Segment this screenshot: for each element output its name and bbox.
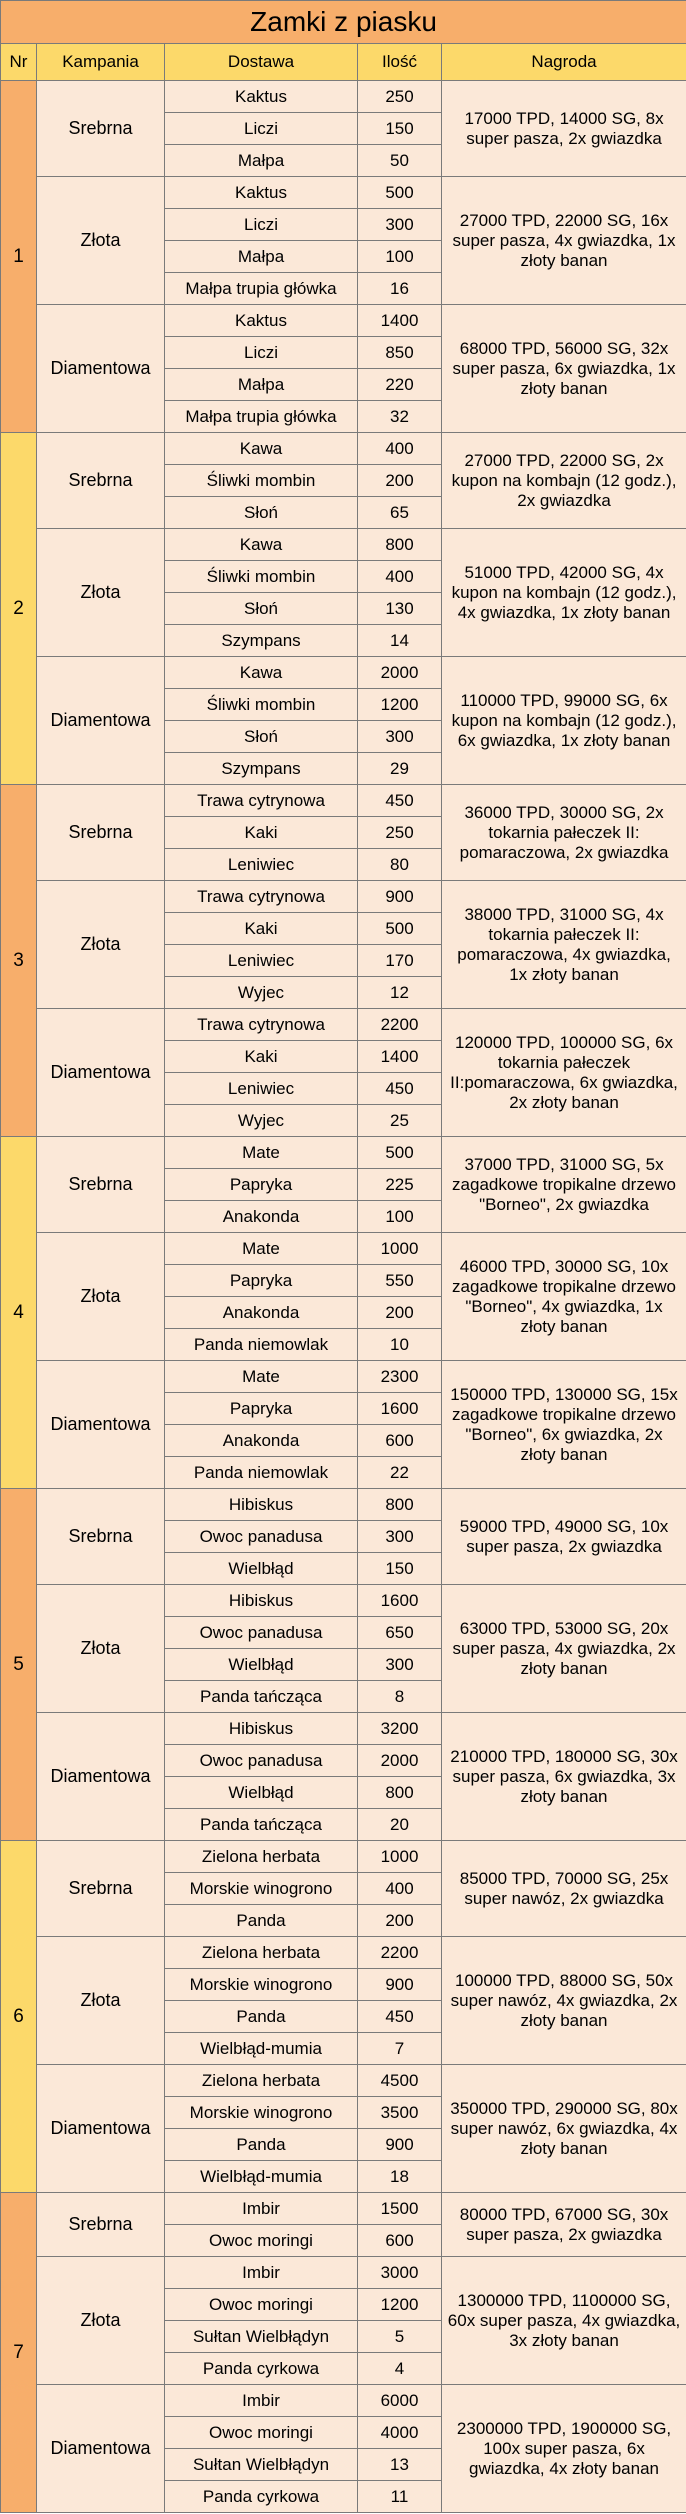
quantity-cell: 1500 xyxy=(358,2193,442,2225)
quantity-cell: 13 xyxy=(358,2449,442,2481)
table-row xyxy=(1,881,686,913)
campaign-cell: Srebrna xyxy=(37,2193,165,2257)
delivery-item-cell: Sułtan Wielbłądyn xyxy=(165,2449,358,2481)
quantity-cell: 25 xyxy=(358,1105,442,1137)
reward-cell: 150000 TPD, 130000 SG, 15x zagadkowe tropikalne drzewo "Borneo", 6x gwiazdka, 2x złoty banan xyxy=(442,1361,686,1489)
table-row xyxy=(1,657,686,689)
quantity-cell: 20 xyxy=(358,1809,442,1841)
delivery-item-cell: Owoc moringi xyxy=(165,2417,358,2449)
delivery-item-cell: Śliwki mombin xyxy=(165,689,358,721)
reward-cell: 27000 TPD, 22000 SG, 2x kupon na kombajn (12 godz.), 2x gwiazdka xyxy=(442,433,686,529)
quantity-cell: 1000 xyxy=(358,1233,442,1265)
delivery-item-cell: Owoc moringi xyxy=(165,2225,358,2257)
quantity-cell: 225 xyxy=(358,1169,442,1201)
delivery-item-cell: Panda cyrkowa xyxy=(165,2481,358,2513)
table-row xyxy=(1,81,686,113)
delivery-item-cell: Śliwki mombin xyxy=(165,561,358,593)
quantity-cell: 800 xyxy=(358,1777,442,1809)
delivery-item-cell: Słoń xyxy=(165,497,358,529)
campaign-cell: Diamentowa xyxy=(37,305,165,433)
delivery-item-cell: Kaktus xyxy=(165,81,358,113)
delivery-item-cell: Morskie winogrono xyxy=(165,2097,358,2129)
delivery-item-cell: Panda tańcząca xyxy=(165,1681,358,1713)
quantity-cell: 500 xyxy=(358,177,442,209)
campaign-cell: Złota xyxy=(37,881,165,1009)
delivery-item-cell: Śliwki mombin xyxy=(165,465,358,497)
quantity-cell: 650 xyxy=(358,1617,442,1649)
campaign-cell: Srebrna xyxy=(37,785,165,881)
table-row xyxy=(1,1233,686,1265)
table-row xyxy=(1,2065,686,2097)
delivery-item-cell: Kaki xyxy=(165,913,358,945)
delivery-item-cell: Liczi xyxy=(165,113,358,145)
quantity-cell: 2000 xyxy=(358,657,442,689)
table-row xyxy=(1,433,686,465)
quantity-cell: 300 xyxy=(358,209,442,241)
campaign-cell: Diamentowa xyxy=(37,2385,165,2513)
delivery-item-cell: Kawa xyxy=(165,433,358,465)
reward-cell: 120000 TPD, 100000 SG, 6x tokarnia pałeczek II:pomaraczowa, 6x gwiazdka, 2x złoty banan xyxy=(442,1009,686,1137)
table-row xyxy=(1,305,686,337)
campaign-cell: Złota xyxy=(37,1233,165,1361)
quantity-cell: 4500 xyxy=(358,2065,442,2097)
delivery-item-cell: Wielbłąd xyxy=(165,1553,358,1585)
group-number-cell: 1 xyxy=(1,81,37,433)
delivery-item-cell: Wielbłąd xyxy=(165,1777,358,1809)
reward-cell: 63000 TPD, 53000 SG, 20x super pasza, 4x gwiazdka, 2x złoty banan xyxy=(442,1585,686,1713)
reward-cell: 68000 TPD, 56000 SG, 32x super pasza, 6x gwiazdka, 1x złoty banan xyxy=(442,305,686,433)
quantity-cell: 400 xyxy=(358,561,442,593)
delivery-item-cell: Leniwiec xyxy=(165,1073,358,1105)
delivery-item-cell: Panda xyxy=(165,2129,358,2161)
quantity-cell: 800 xyxy=(358,1489,442,1521)
delivery-item-cell: Morskie winogrono xyxy=(165,1873,358,1905)
quantity-cell: 14 xyxy=(358,625,442,657)
quantity-cell: 80 xyxy=(358,849,442,881)
campaign-cell: Srebrna xyxy=(37,81,165,177)
quantity-cell: 170 xyxy=(358,945,442,977)
delivery-item-cell: Zielona herbata xyxy=(165,1841,358,1873)
quantity-cell: 200 xyxy=(358,1905,442,1937)
delivery-item-cell: Słoń xyxy=(165,721,358,753)
delivery-item-cell: Małpa xyxy=(165,241,358,273)
reward-cell: 100000 TPD, 88000 SG, 50x super nawóz, 4x gwiazdka, 2x złoty banan xyxy=(442,1937,686,2065)
delivery-item-cell: Imbir xyxy=(165,2385,358,2417)
delivery-item-cell: Panda niemowlak xyxy=(165,1457,358,1489)
delivery-item-cell: Kaktus xyxy=(165,305,358,337)
delivery-item-cell: Trawa cytrynowa xyxy=(165,1009,358,1041)
campaign-cell: Srebrna xyxy=(37,433,165,529)
delivery-item-cell: Imbir xyxy=(165,2257,358,2289)
delivery-item-cell: Hibiskus xyxy=(165,1585,358,1617)
delivery-item-cell: Hibiskus xyxy=(165,1713,358,1745)
quantity-cell: 250 xyxy=(358,81,442,113)
quantity-cell: 6000 xyxy=(358,2385,442,2417)
table-row xyxy=(1,2385,686,2417)
delivery-item-cell: Owoc panadusa xyxy=(165,1521,358,1553)
delivery-item-cell: Szympans xyxy=(165,753,358,785)
campaign-cell: Srebrna xyxy=(37,1489,165,1585)
quantity-cell: 500 xyxy=(358,913,442,945)
quantity-cell: 500 xyxy=(358,1137,442,1169)
quantity-cell: 450 xyxy=(358,1073,442,1105)
quantity-cell: 200 xyxy=(358,1297,442,1329)
delivery-item-cell: Owoc moringi xyxy=(165,2289,358,2321)
delivery-item-cell: Sułtan Wielbłądyn xyxy=(165,2321,358,2353)
reward-cell: 36000 TPD, 30000 SG, 2x tokarnia pałeczek II: pomaraczowa, 2x gwiazdka xyxy=(442,785,686,881)
quantity-cell: 2000 xyxy=(358,1745,442,1777)
delivery-item-cell: Papryka xyxy=(165,1393,358,1425)
delivery-item-cell: Panda tańcząca xyxy=(165,1809,358,1841)
quantity-cell: 1400 xyxy=(358,305,442,337)
table-row xyxy=(1,1361,686,1393)
quantity-cell: 2200 xyxy=(358,1937,442,1969)
quantity-cell: 900 xyxy=(358,2129,442,2161)
group-number-cell: 5 xyxy=(1,1489,37,1841)
quantity-cell: 400 xyxy=(358,433,442,465)
reward-cell: 59000 TPD, 49000 SG, 10x super pasza, 2x gwiazdka xyxy=(442,1489,686,1585)
quantity-cell: 150 xyxy=(358,113,442,145)
delivery-item-cell: Papryka xyxy=(165,1169,358,1201)
quantity-cell: 450 xyxy=(358,785,442,817)
quantity-cell: 11 xyxy=(358,2481,442,2513)
column-header-dostawa: Dostawa xyxy=(165,44,358,81)
delivery-item-cell: Kaktus xyxy=(165,177,358,209)
group-number-cell: 3 xyxy=(1,785,37,1137)
quantity-cell: 8 xyxy=(358,1681,442,1713)
campaign-cell: Diamentowa xyxy=(37,1009,165,1137)
table-row xyxy=(1,1937,686,1969)
delivery-item-cell: Małpa xyxy=(165,145,358,177)
reward-cell: 1300000 TPD, 1100000 SG, 60x super pasza, 4x gwiazdka, 3x złoty banan xyxy=(442,2257,686,2385)
delivery-item-cell: Mate xyxy=(165,1233,358,1265)
delivery-item-cell: Małpa xyxy=(165,369,358,401)
quantity-cell: 12 xyxy=(358,977,442,1009)
quantity-cell: 600 xyxy=(358,2225,442,2257)
quantity-cell: 4 xyxy=(358,2353,442,2385)
campaign-cell: Diamentowa xyxy=(37,1713,165,1841)
quantity-cell: 32 xyxy=(358,401,442,433)
delivery-item-cell: Panda xyxy=(165,2001,358,2033)
quantity-cell: 1600 xyxy=(358,1393,442,1425)
table-row xyxy=(1,177,686,209)
table-body xyxy=(1,81,686,2513)
delivery-item-cell: Owoc panadusa xyxy=(165,1617,358,1649)
quantity-cell: 1600 xyxy=(358,1585,442,1617)
table-row xyxy=(1,1841,686,1873)
quantity-cell: 550 xyxy=(358,1265,442,1297)
reward-cell: 210000 TPD, 180000 SG, 30x super pasza, 6x gwiazdka, 3x złoty banan xyxy=(442,1713,686,1841)
campaign-cell: Diamentowa xyxy=(37,1361,165,1489)
quantity-cell: 10 xyxy=(358,1329,442,1361)
quantity-cell: 400 xyxy=(358,1873,442,1905)
delivery-item-cell: Panda niemowlak xyxy=(165,1329,358,1361)
group-number-cell: 2 xyxy=(1,433,37,785)
quantity-cell: 900 xyxy=(358,1969,442,2001)
delivery-item-cell: Kaki xyxy=(165,1041,358,1073)
campaign-cell: Złota xyxy=(37,2257,165,2385)
campaign-cell: Złota xyxy=(37,1585,165,1713)
delivery-item-cell: Wyjec xyxy=(165,1105,358,1137)
delivery-item-cell: Trawa cytrynowa xyxy=(165,785,358,817)
delivery-item-cell: Liczi xyxy=(165,337,358,369)
delivery-item-cell: Anakonda xyxy=(165,1201,358,1233)
quantity-cell: 130 xyxy=(358,593,442,625)
delivery-item-cell: Anakonda xyxy=(165,1297,358,1329)
quantity-cell: 16 xyxy=(358,273,442,305)
reward-cell: 110000 TPD, 99000 SG, 6x kupon na kombajn (12 godz.), 6x gwiazdka, 1x złoty banan xyxy=(442,657,686,785)
table-row xyxy=(1,1585,686,1617)
delivery-item-cell: Szympans xyxy=(165,625,358,657)
delivery-item-cell: Kawa xyxy=(165,529,358,561)
quantity-cell: 1000 xyxy=(358,1841,442,1873)
quantity-cell: 900 xyxy=(358,881,442,913)
delivery-item-cell: Mate xyxy=(165,1361,358,1393)
campaign-cell: Srebrna xyxy=(37,1841,165,1937)
reward-cell: 2300000 TPD, 1900000 SG, 100x super pasza, 6x gwiazdka, 4x złoty banan xyxy=(442,2385,686,2513)
quantity-cell: 3500 xyxy=(358,2097,442,2129)
reward-cell: 85000 TPD, 70000 SG, 25x super nawóz, 2x gwiazdka xyxy=(442,1841,686,1937)
quantity-cell: 1200 xyxy=(358,2289,442,2321)
delivery-item-cell: Zielona herbata xyxy=(165,1937,358,1969)
quantity-cell: 100 xyxy=(358,241,442,273)
delivery-item-cell: Małpa trupia główka xyxy=(165,401,358,433)
table-row xyxy=(1,1009,686,1041)
quantity-cell: 2200 xyxy=(358,1009,442,1041)
delivery-item-cell: Panda xyxy=(165,1905,358,1937)
delivery-item-cell: Liczi xyxy=(165,209,358,241)
quantity-cell: 300 xyxy=(358,721,442,753)
campaign-cell: Złota xyxy=(37,1937,165,2065)
delivery-item-cell: Owoc panadusa xyxy=(165,1745,358,1777)
table-row xyxy=(1,2257,686,2289)
delivery-item-cell: Papryka xyxy=(165,1265,358,1297)
header-row xyxy=(1,44,686,81)
quantity-cell: 65 xyxy=(358,497,442,529)
delivery-item-cell: Mate xyxy=(165,1137,358,1169)
quantity-cell: 100 xyxy=(358,1201,442,1233)
delivery-item-cell: Wyjec xyxy=(165,977,358,1009)
quantity-cell: 150 xyxy=(358,1553,442,1585)
page-title: Zamki z piasku xyxy=(1,1,686,44)
table-row xyxy=(1,1137,686,1169)
reward-cell: 350000 TPD, 290000 SG, 80x super nawóz, 6x gwiazdka, 4x złoty banan xyxy=(442,2065,686,2193)
delivery-item-cell: Wielbłąd-mumia xyxy=(165,2033,358,2065)
table-row xyxy=(1,785,686,817)
quantity-cell: 1400 xyxy=(358,1041,442,1073)
quantity-cell: 300 xyxy=(358,1521,442,1553)
reward-cell: 51000 TPD, 42000 SG, 4x kupon na kombajn (12 godz.), 4x gwiazdka, 1x złoty banan xyxy=(442,529,686,657)
quantity-cell: 7 xyxy=(358,2033,442,2065)
group-number-cell: 6 xyxy=(1,1841,37,2193)
quantity-cell: 200 xyxy=(358,465,442,497)
quantity-cell: 300 xyxy=(358,1649,442,1681)
delivery-item-cell: Wielbłąd-mumia xyxy=(165,2161,358,2193)
delivery-item-cell: Kaki xyxy=(165,817,358,849)
delivery-item-cell: Leniwiec xyxy=(165,849,358,881)
delivery-item-cell: Leniwiec xyxy=(165,945,358,977)
reward-cell: 38000 TPD, 31000 SG, 4x tokarnia pałeczek II: pomaraczowa, 4x gwiazdka, 1x złoty banan xyxy=(442,881,686,1009)
column-header-ilosc: Ilość xyxy=(358,44,442,81)
column-header-kampania: Kampania xyxy=(37,44,165,81)
delivery-item-cell: Wielbłąd xyxy=(165,1649,358,1681)
delivery-item-cell: Anakonda xyxy=(165,1425,358,1457)
table-row xyxy=(1,529,686,561)
delivery-item-cell: Kawa xyxy=(165,657,358,689)
quantity-cell: 800 xyxy=(358,529,442,561)
quantity-cell: 18 xyxy=(358,2161,442,2193)
column-header-nagroda: Nagroda xyxy=(442,44,686,81)
campaign-cell: Diamentowa xyxy=(37,2065,165,2193)
quantity-cell: 3000 xyxy=(358,2257,442,2289)
group-number-cell: 4 xyxy=(1,1137,37,1489)
reward-cell: 80000 TPD, 67000 SG, 30x super pasza, 2x gwiazdka xyxy=(442,2193,686,2257)
table-row xyxy=(1,2193,686,2225)
delivery-item-cell: Panda cyrkowa xyxy=(165,2353,358,2385)
quantity-cell: 3200 xyxy=(358,1713,442,1745)
group-number-cell: 7 xyxy=(1,2193,37,2513)
quantity-cell: 29 xyxy=(358,753,442,785)
column-header-nr: Nr xyxy=(1,44,37,81)
table-row xyxy=(1,1713,686,1745)
reward-cell: 37000 TPD, 31000 SG, 5x zagadkowe tropikalne drzewo "Borneo", 2x gwiazdka xyxy=(442,1137,686,1233)
delivery-item-cell: Małpa trupia główka xyxy=(165,273,358,305)
quantity-cell: 600 xyxy=(358,1425,442,1457)
quantity-cell: 250 xyxy=(358,817,442,849)
quantity-cell: 220 xyxy=(358,369,442,401)
delivery-item-cell: Imbir xyxy=(165,2193,358,2225)
campaign-cell: Diamentowa xyxy=(37,657,165,785)
delivery-item-cell: Hibiskus xyxy=(165,1489,358,1521)
quantity-cell: 4000 xyxy=(358,2417,442,2449)
quantity-cell: 1200 xyxy=(358,689,442,721)
quantity-cell: 850 xyxy=(358,337,442,369)
quantity-cell: 450 xyxy=(358,2001,442,2033)
delivery-item-cell: Morskie winogrono xyxy=(165,1969,358,2001)
quantity-cell: 22 xyxy=(358,1457,442,1489)
quantity-cell: 50 xyxy=(358,145,442,177)
campaign-cell: Złota xyxy=(37,177,165,305)
reward-cell: 17000 TPD, 14000 SG, 8x super pasza, 2x gwiazdka xyxy=(442,81,686,177)
delivery-item-cell: Trawa cytrynowa xyxy=(165,881,358,913)
quantity-cell: 5 xyxy=(358,2321,442,2353)
delivery-item-cell: Zielona herbata xyxy=(165,2065,358,2097)
campaign-cell: Złota xyxy=(37,529,165,657)
delivery-item-cell: Słoń xyxy=(165,593,358,625)
campaign-cell: Srebrna xyxy=(37,1137,165,1233)
reward-cell: 46000 TPD, 30000 SG, 10x zagadkowe tropikalne drzewo "Borneo", 4x gwiazdka, 1x złoty banan xyxy=(442,1233,686,1361)
quantity-cell: 2300 xyxy=(358,1361,442,1393)
table-row xyxy=(1,1489,686,1521)
reward-cell: 27000 TPD, 22000 SG, 16x super pasza, 4x gwiazdka, 1x złoty banan xyxy=(442,177,686,305)
